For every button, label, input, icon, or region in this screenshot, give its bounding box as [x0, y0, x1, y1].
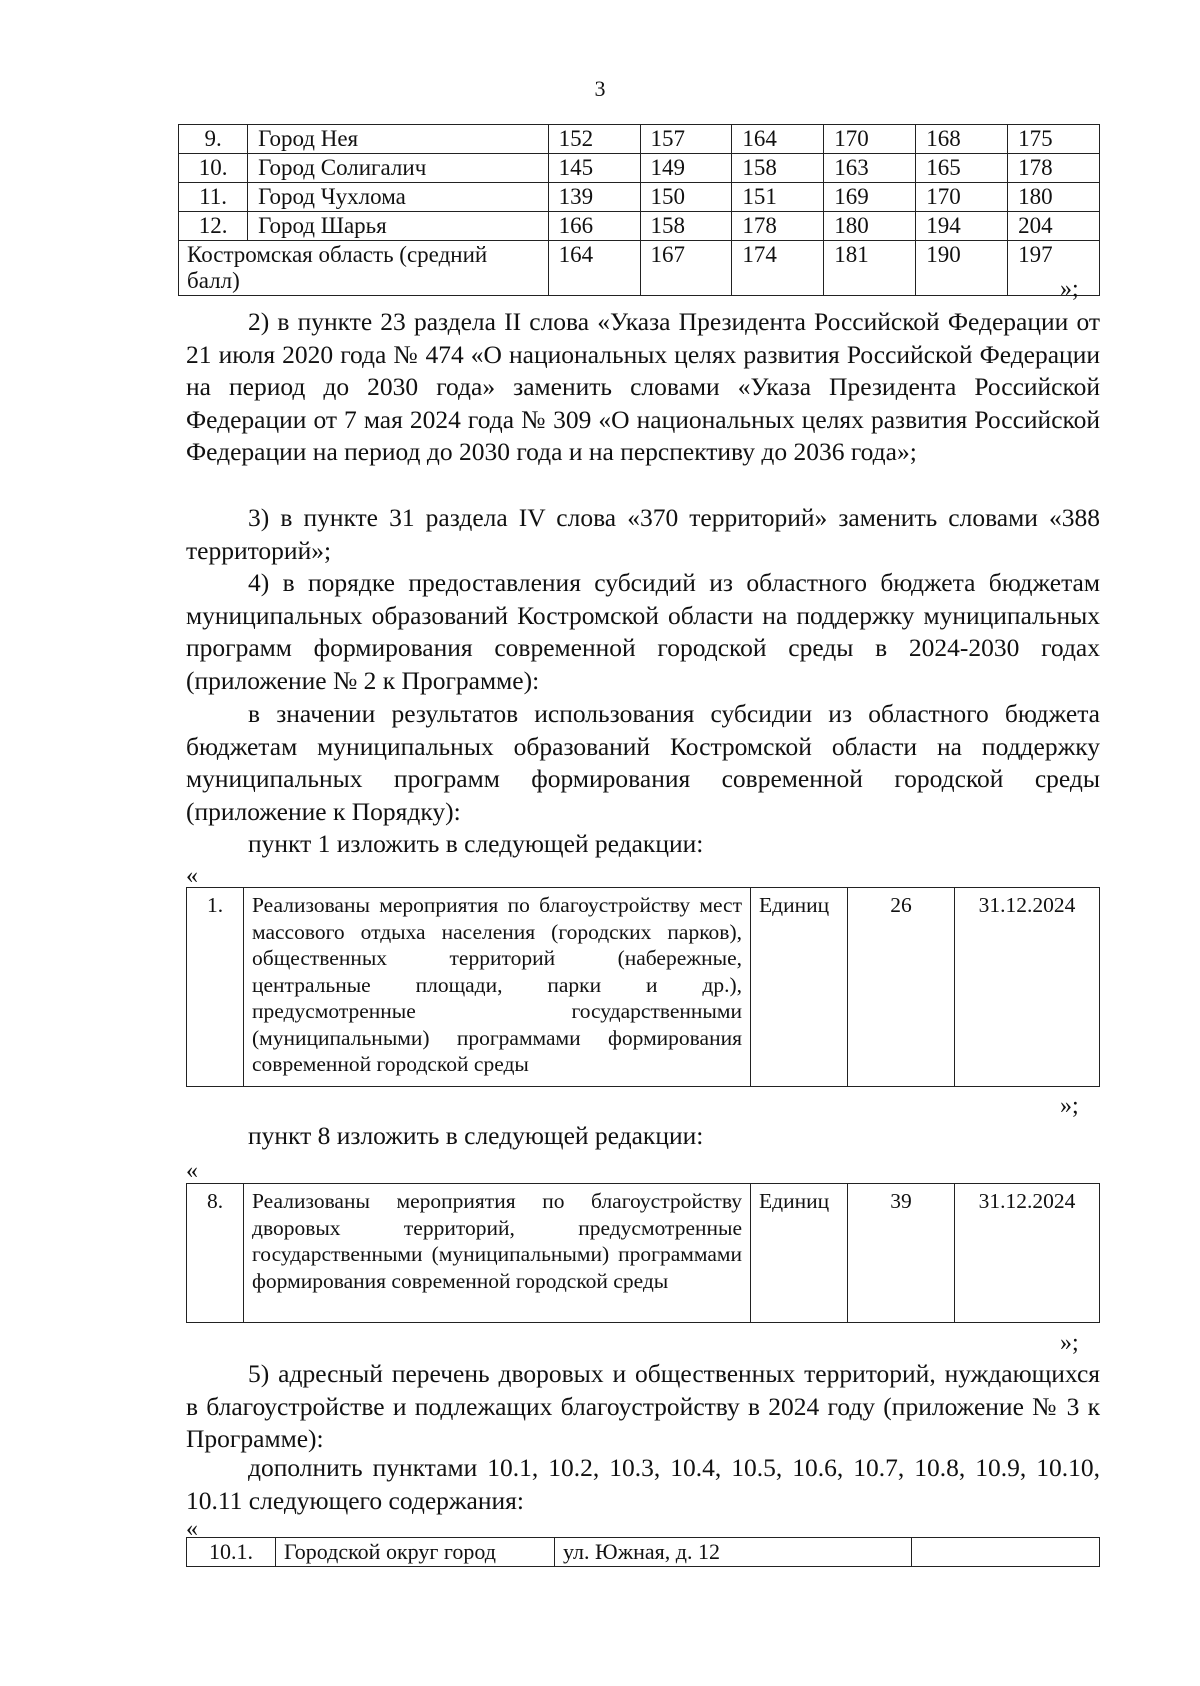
- closing-quote: »;: [1060, 1330, 1079, 1356]
- score-cell: 197: [1008, 241, 1100, 296]
- closing-quote: »;: [1060, 276, 1079, 302]
- score-cell: 164: [548, 241, 640, 296]
- score-cell: 158: [732, 154, 824, 183]
- result-table-item-8: [186, 1183, 1100, 1323]
- result-table-item-1: [186, 887, 1100, 1087]
- score-cell: 180: [824, 212, 916, 241]
- table-row: [187, 1184, 1100, 1323]
- score-cell: 169: [824, 183, 916, 212]
- opening-quote: «: [186, 1516, 198, 1542]
- item-number: 1.: [187, 888, 244, 1087]
- score-cell: 149: [640, 154, 732, 183]
- scores-table: [178, 124, 1100, 296]
- score-cell: 157: [640, 125, 732, 154]
- row-number: 10.: [179, 154, 248, 183]
- closing-quote: »;: [1060, 1093, 1079, 1119]
- opening-quote: «: [186, 863, 198, 889]
- score-cell: 175: [1008, 125, 1100, 154]
- item-unit: Единиц: [751, 1184, 848, 1323]
- table-row: [179, 125, 1100, 154]
- table-row: [187, 1538, 1100, 1567]
- score-cell: 145: [548, 154, 640, 183]
- table-row: [179, 183, 1100, 212]
- paragraph-4b: пункт 1 изложить в следующей редакции:: [248, 829, 704, 858]
- item-number: 8.: [187, 1184, 244, 1323]
- score-cell: 168: [916, 125, 1008, 154]
- score-cell: 170: [916, 183, 1008, 212]
- extra-cell: [912, 1538, 1100, 1567]
- item-date: 31.12.2024: [955, 1184, 1100, 1323]
- score-cell: 152: [548, 125, 640, 154]
- score-cell: 166: [548, 212, 640, 241]
- score-cell: 194: [916, 212, 1008, 241]
- table-row: [187, 888, 1100, 1087]
- item-number: 10.1.: [187, 1538, 276, 1567]
- paragraph-5a: дополнить пунктами 10.1, 10.2, 10.3, 10.4, 10.5, 10.6, 10.7, 10.8, 10.9, 10.10, 10.11 следующего содержания:: [186, 1453, 1100, 1515]
- paragraph-4a: в значении результатов использования субсидии из областного бюджета бюджетам муниципальных образований Костромской области на поддержку муниципальных программ формирования современной городской среды (приложение к Порядку):: [186, 699, 1100, 826]
- item-date: 31.12.2024: [955, 888, 1100, 1087]
- paragraph-2: 2) в пункте 23 раздела II слова «Указа Президента Российской Федерации от 21 июля 2020 года № 474 «О национальных целях развития Российской Федерации на период до 2030 года» заменить словами «Указа Президента Российской Федерации от 7 мая 2024 года № 309 «О национальных целях развития Российской Федерации на период до 2030 года и на перспективу до 2036 года»;: [186, 307, 1100, 466]
- score-cell: 181: [824, 241, 916, 296]
- item-description: Реализованы мероприятия по благоустройству мест массового отдыха населения (городских парков), общественных территорий (набережные, центральные площади, парки и др.), предусмотренные государственными (муниципальными) программами формирования современной городской среды: [244, 888, 751, 1087]
- score-cell: 163: [824, 154, 916, 183]
- opening-quote: «: [186, 1158, 198, 1184]
- paragraph-5: 5) адресный перечень дворовых и общественных территорий, нуждающихся в благоустройстве и подлежащих благоустройству в 2024 году (приложение № 3 к Программе):: [186, 1359, 1100, 1453]
- score-cell: 139: [548, 183, 640, 212]
- score-cell: 170: [824, 125, 916, 154]
- score-cell: 174: [732, 241, 824, 296]
- municipality-name: Город Чухлома: [248, 183, 548, 212]
- district-name: Городской округ город: [276, 1538, 555, 1567]
- score-cell: 150: [640, 183, 732, 212]
- page-number: 3: [594, 76, 606, 101]
- item-unit: Единиц: [751, 888, 848, 1087]
- score-cell: 204: [1008, 212, 1100, 241]
- street-address: ул. Южная, д. 12: [555, 1538, 912, 1567]
- item-description: Реализованы мероприятия по благоустройству дворовых территорий, предусмотренные государственными (муниципальными) программами формирования современной городской среды: [244, 1184, 751, 1323]
- score-cell: 180: [1008, 183, 1100, 212]
- table-row: [179, 212, 1100, 241]
- item-quantity: 39: [848, 1184, 955, 1323]
- score-cell: 165: [916, 154, 1008, 183]
- score-cell: 151: [732, 183, 824, 212]
- score-cell: 178: [1008, 154, 1100, 183]
- row-number: 11.: [179, 183, 248, 212]
- paragraph-3: 3) в пункте 31 раздела IV слова «370 территорий» заменить словами «388 территорий»;: [186, 503, 1100, 565]
- region-average-label: Костромская область (средний балл): [179, 241, 549, 296]
- score-cell: 164: [732, 125, 824, 154]
- municipality-name: Город Нея: [248, 125, 548, 154]
- score-cell: 158: [640, 212, 732, 241]
- municipality-name: Город Солигалич: [248, 154, 548, 183]
- paragraph-4c: пункт 8 изложить в следующей редакции:: [248, 1121, 704, 1150]
- table-row-total: [179, 241, 1100, 296]
- score-cell: 190: [916, 241, 1008, 296]
- row-number: 12.: [179, 212, 248, 241]
- score-cell: 167: [640, 241, 732, 296]
- address-table: [186, 1537, 1100, 1567]
- row-number: 9.: [179, 125, 248, 154]
- municipality-name: Город Шарья: [248, 212, 548, 241]
- paragraph-4: 4) в порядке предоставления субсидий из областного бюджета бюджетам муниципальных образований Костромской области на поддержку муниципальных программ формирования современной городской среды в 2024-2030 годах (приложение № 2 к Программе):: [186, 568, 1100, 695]
- table-row: [179, 154, 1100, 183]
- score-cell: 178: [732, 212, 824, 241]
- item-quantity: 26: [848, 888, 955, 1087]
